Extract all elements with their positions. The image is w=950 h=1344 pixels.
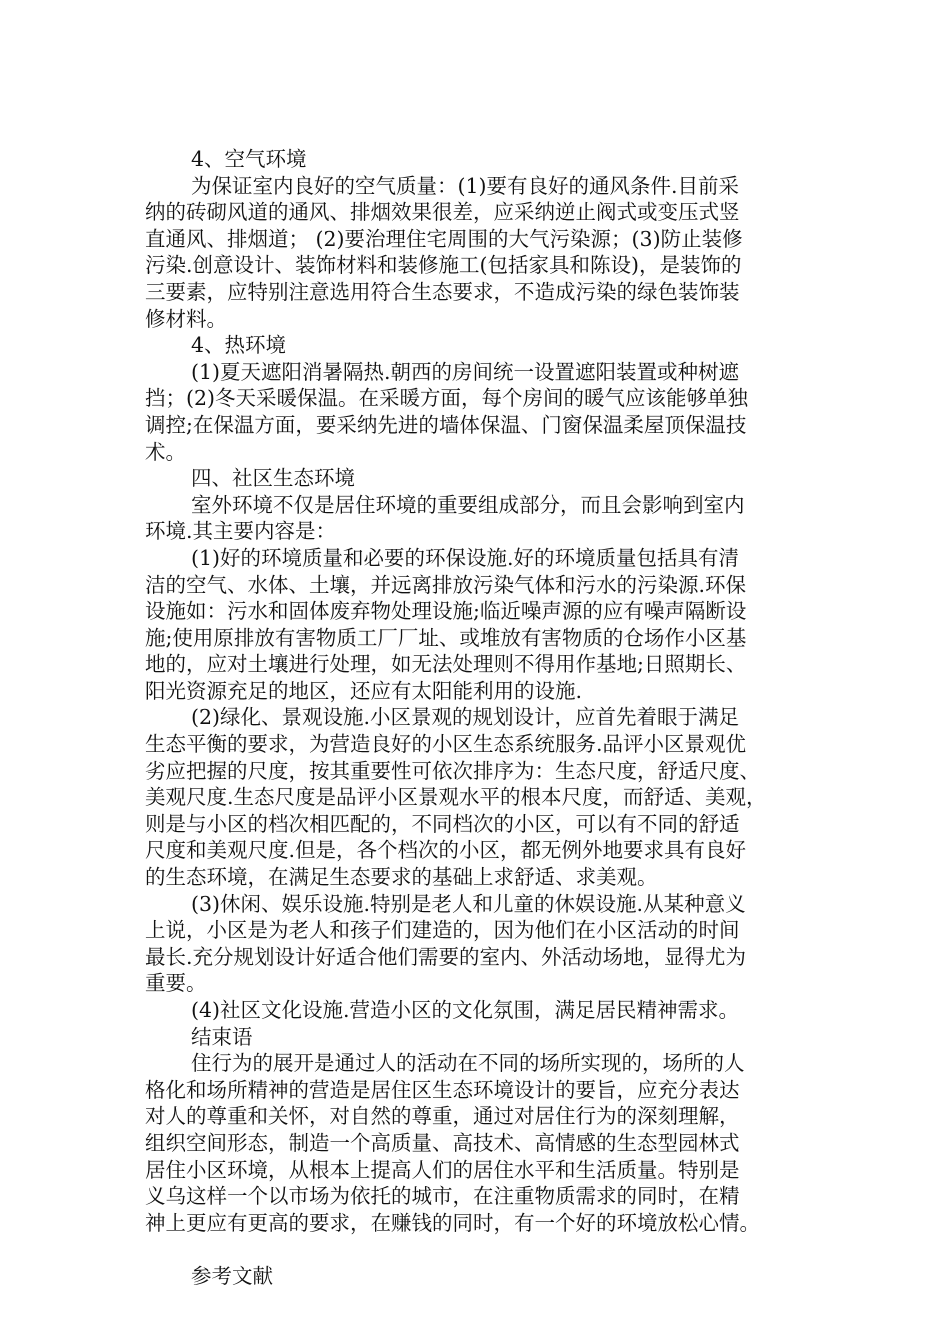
section-heading-community: 四、社区生态环境 [191, 466, 355, 491]
text-line: 生态平衡的要求，为营造良好的小区生态系统服务.品评小区景观优 [145, 732, 747, 757]
text-line: 劣应把握的尺度，按其重要性可依次排序为：生态尺度，舒适尺度、 [145, 758, 760, 783]
text-line: 术。 [145, 439, 186, 464]
document-body [145, 146, 813, 1290]
text-line: 尺度和美观尺度.但是，各个档次的小区，都无例外地要求具有良好 [145, 838, 747, 863]
text-line: 纳的砖砌风道的通风、排烟效果很差，应采纳逆止阀式或变压式竖 [145, 200, 740, 225]
text-line: (3)休闲、娱乐设施.特别是老人和儿童的休娱设施.从某种意义 [191, 891, 746, 916]
text-line: 义乌这样一个以市场为依托的城市，在注重物质需求的同时，在精 [145, 1184, 740, 1209]
paragraph-heat [145, 359, 813, 465]
text-line: 组织空间形态，制造一个高质量、高技术、高情感的生态型园林式 [145, 1130, 740, 1155]
text-line: 直通风、排烟道； (2)要治理住宅周围的大气污染源；(3)防止装修 [145, 226, 743, 251]
section-heading-air: 4、空气环境 [191, 147, 307, 171]
text-line: 调控;在保温方面，要采纳先进的墙体保温、门窗保温柔屋顶保温技 [145, 412, 747, 437]
text-line: 对人的尊重和关怀，对自然的尊重，通过对居住行为的深刻理解， [145, 1104, 740, 1129]
text-line: 阳光资源充足的地区，还应有太阳能利用的设施. [145, 678, 583, 703]
text-line: 设施如：污水和固体废弃物处理设施;临近噪声源的应有噪声隔断设 [145, 599, 747, 624]
text-line: 神上更应有更高的要求，在赚钱的同时，有一个好的环境放松心情。 [145, 1210, 760, 1235]
paragraph-leisure [145, 891, 813, 997]
text-line: 污染.创意设计、装饰材料和装修施工(包括家具和陈设)，是装饰的 [145, 253, 742, 278]
paragraph-community-intro [145, 492, 813, 545]
text-line: 室外环境不仅是居住环境的重要组成部分，而且会影响到室内 [191, 492, 745, 517]
text-line: (2)绿化、景观设施.小区景观的规划设计，应首先着眼于满足 [191, 705, 740, 730]
text-line: 环境.其主要内容是： [145, 519, 337, 544]
paragraph-culture [145, 997, 813, 1024]
text-line: 居住小区环境，从根本上提高人们的居住水平和生活质量。特别是 [145, 1157, 740, 1182]
paragraph-conclusion [145, 1050, 813, 1236]
section-heading-heat: 4、热环境 [191, 333, 287, 358]
text-line: 美观尺度.生态尺度是品评小区景观水平的根本尺度，而舒适、美观， [145, 785, 767, 810]
text-line: 的生态环境，在满足生态要求的基础上求舒适、求美观。 [145, 865, 658, 890]
references-heading: 参考文献 [191, 1263, 273, 1288]
text-line: 修材料。 [145, 306, 227, 331]
text-line: 为保证室内良好的空气质量：(1)要有良好的通风条件.目前采 [191, 173, 740, 198]
text-line: 重要。 [145, 971, 207, 996]
text-line: (4)社区文化设施.营造小区的文化氛围，满足居民精神需求。 [191, 998, 740, 1022]
section-heading-conclusion: 结束语 [191, 1024, 253, 1049]
text-line: 挡；(2)冬天采暖保温。在采暖方面，每个房间的暖气应该能够单独 [145, 386, 749, 411]
text-line: (1)夏天遮阳消暑隔热.朝西的房间统一设置遮阳装置或种树遮 [191, 359, 740, 384]
paragraph-greening [145, 704, 813, 890]
text-line: (1)好的环境质量和必要的环保设施.好的环境质量包括具有清 [191, 545, 740, 570]
text-line: 洁的空气、水体、土壤，并远离排放污染气体和污水的污染源.环保 [145, 572, 747, 597]
spacer [145, 1236, 813, 1263]
text-line: 住行为的展开是通过人的活动在不同的场所实现的，场所的人 [191, 1051, 745, 1076]
paragraph-air [145, 173, 813, 333]
paragraph-environment-quality [145, 545, 813, 705]
text-line: 地的，应对土壤进行处理，如无法处理则不得用作基地;日照期长、 [145, 652, 747, 677]
text-line: 最长.充分规划设计好适合他们需要的室内、外活动场地，显得尤为 [145, 944, 747, 969]
text-line: 则是与小区的档次相匹配的，不同档次的小区，可以有不同的舒适 [145, 811, 740, 836]
text-line: 施;使用原排放有害物质工厂厂址、或堆放有害物质的仓场作小区基 [145, 625, 747, 650]
text-line: 格化和场所精神的营造是居住区生态环境设计的要旨，应充分表达 [145, 1077, 740, 1102]
text-line: 三要素，应特别注意选用符合生态要求，不造成污染的绿色装饰装 [145, 279, 740, 304]
text-line: 上说，小区是为老人和孩子们建造的，因为他们在小区活动的时间 [145, 918, 740, 943]
